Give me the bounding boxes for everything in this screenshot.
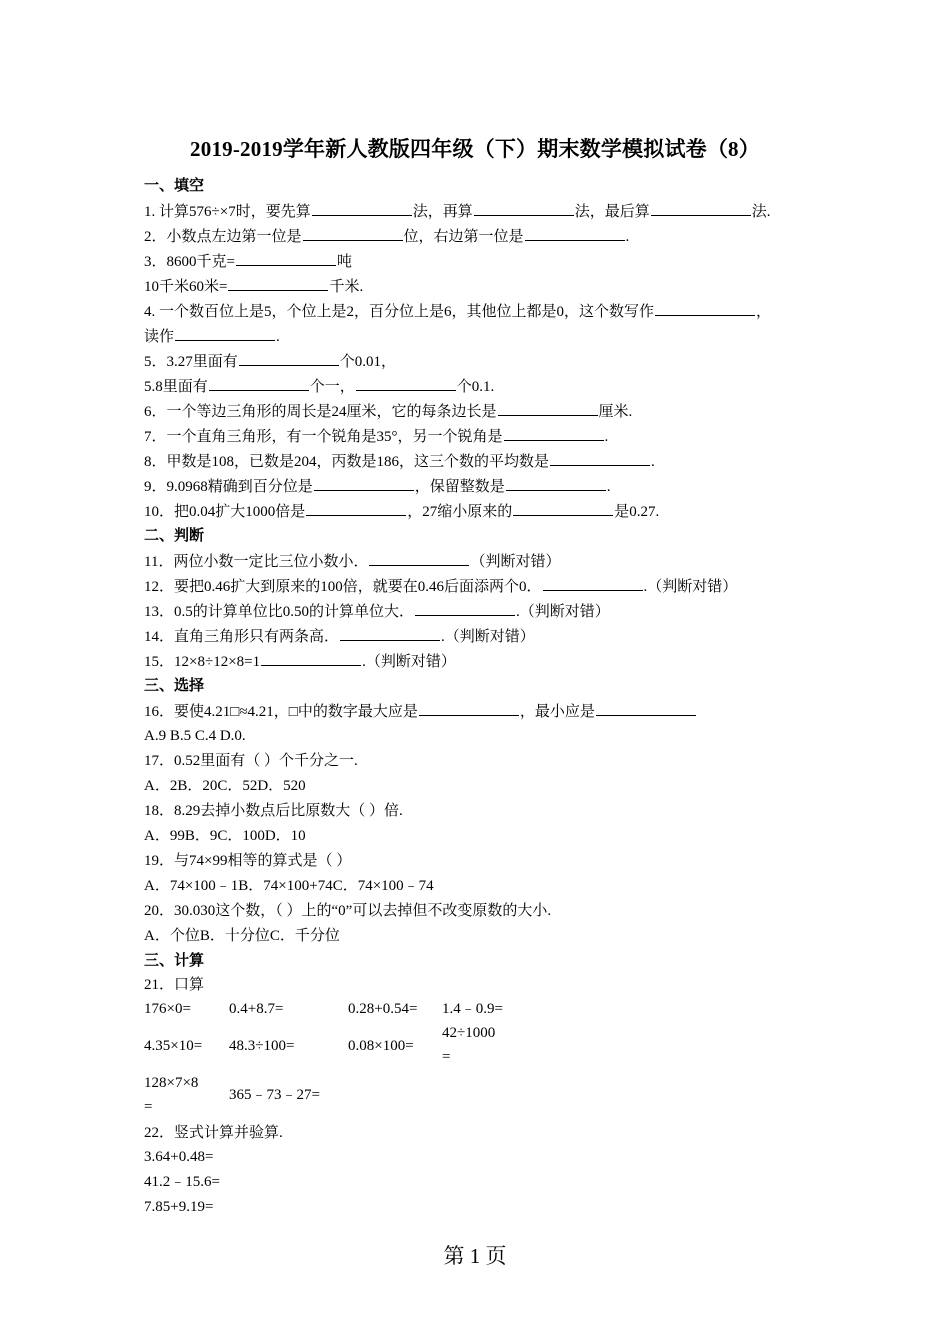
question-18: 18．8.29去掉小数点后比原数大（ ）倍. xyxy=(144,803,403,819)
oral-item: 4.35×10= xyxy=(144,1038,203,1054)
oral-item: 0.4+8.7= xyxy=(229,1001,284,1017)
question-22: 22．竖式计算并验算. xyxy=(144,1125,283,1141)
oral-item-equals: = xyxy=(144,1099,153,1115)
oral-item: 42÷1000 xyxy=(442,1025,496,1041)
question-2: 2．小数点左边第一位是 位，右边第一位是 . xyxy=(144,226,629,247)
question-9: 9．9.0968精确到百分位是 ，保留整数是 . xyxy=(144,476,611,497)
page-title: 2019-2019学年新人教版四年级（下）期末数学模拟试卷（8） xyxy=(190,137,760,161)
oral-item: 176×0= xyxy=(144,1001,191,1017)
question-10: 10．把0.04扩大1000倍是 ，27缩小原来的 是0.27. xyxy=(144,501,659,522)
section-judge-heading: 二、判断 xyxy=(144,528,205,544)
question-5a: 5．3.27里面有 个0.01， xyxy=(144,351,396,372)
question-19-options: A．74×100﹣1B．74×100+74C．74×100﹣74 xyxy=(144,878,434,894)
oral-item-equals: = xyxy=(442,1049,451,1065)
oral-item: 0.28+0.54= xyxy=(348,1001,418,1017)
question-21: 21．口算 xyxy=(144,977,205,993)
question-11: 11．两位小数一定比三位小数小． （判断对错） xyxy=(144,551,560,572)
page-number: 第 1 页 xyxy=(443,1244,507,1268)
question-4a: 4. 一个数百位上是5，个位上是2，百分位上是6，其他位上都是0，这个数写作 ， xyxy=(144,301,771,322)
oral-item: 0.08×100= xyxy=(348,1038,414,1054)
section-calc-heading: 三、计算 xyxy=(144,953,205,969)
question-4b: 读作 . xyxy=(144,326,280,347)
question-3b: 10千米60米= 千米. xyxy=(144,276,363,297)
question-16-options: A.9 B.5 C.4 D.0. xyxy=(144,728,246,744)
question-22-item: 3.64+0.48= xyxy=(144,1149,214,1165)
section-fill-heading: 一、填空 xyxy=(144,178,205,194)
question-3a: 3．8600千克= 吨 xyxy=(144,251,352,272)
oral-item: 128×7×8 xyxy=(144,1075,199,1091)
oral-item: 365﹣73﹣27= xyxy=(229,1087,320,1103)
question-8: 8．甲数是108，已数是204，丙数是186，这三个数的平均数是 . xyxy=(144,451,655,472)
question-18-options: A．99B．9C．100D．10 xyxy=(144,828,306,844)
oral-item: 1.4﹣0.9= xyxy=(442,1001,503,1017)
question-17: 17．0.52里面有（ ）个千分之一. xyxy=(144,753,358,769)
question-16: 16．要使4.21□≈4.21，□中的数字最大应是 ，最小应是 xyxy=(144,701,697,722)
question-5b: 5.8里面有 个一， 个0.1. xyxy=(144,376,494,397)
question-22-item: 41.2﹣15.6= xyxy=(144,1174,220,1190)
question-13: 13．0.5的计算单位比0.50的计算单位大． .（判断对错） xyxy=(144,601,610,622)
question-20: 20．30.030这个数，（ ）上的“0”可以去掉但不改变原数的大小. xyxy=(144,903,552,919)
question-7: 7．一个直角三角形，有一个锐角是35°，另一个锐角是 . xyxy=(144,426,608,447)
question-14: 14．直角三角形只有两条高． .（判断对错） xyxy=(144,626,535,647)
section-choice-heading: 三、选择 xyxy=(144,678,205,694)
question-17-options: A．2B．20C．52D．520 xyxy=(144,778,306,794)
question-20-options: A．个位B．十分位C．千分位 xyxy=(144,928,340,944)
question-22-item: 7.85+9.19= xyxy=(144,1199,214,1215)
question-19: 19．与74×99相等的算式是（ ） xyxy=(144,853,352,869)
question-15: 15．12×8÷12×8=1 .（判断对错） xyxy=(144,651,456,672)
question-6: 6．一个等边三角形的周长是24厘米，它的每条边长是 厘米. xyxy=(144,401,632,422)
question-1: 1. 计算576÷×7时，要先算 法，再算 法，最后算 法. xyxy=(144,201,771,222)
question-12: 12．要把0.46扩大到原来的100倍，就要在0.46后面添两个0． .（判断对错） xyxy=(144,576,737,597)
oral-item: 48.3÷100= xyxy=(229,1038,295,1054)
